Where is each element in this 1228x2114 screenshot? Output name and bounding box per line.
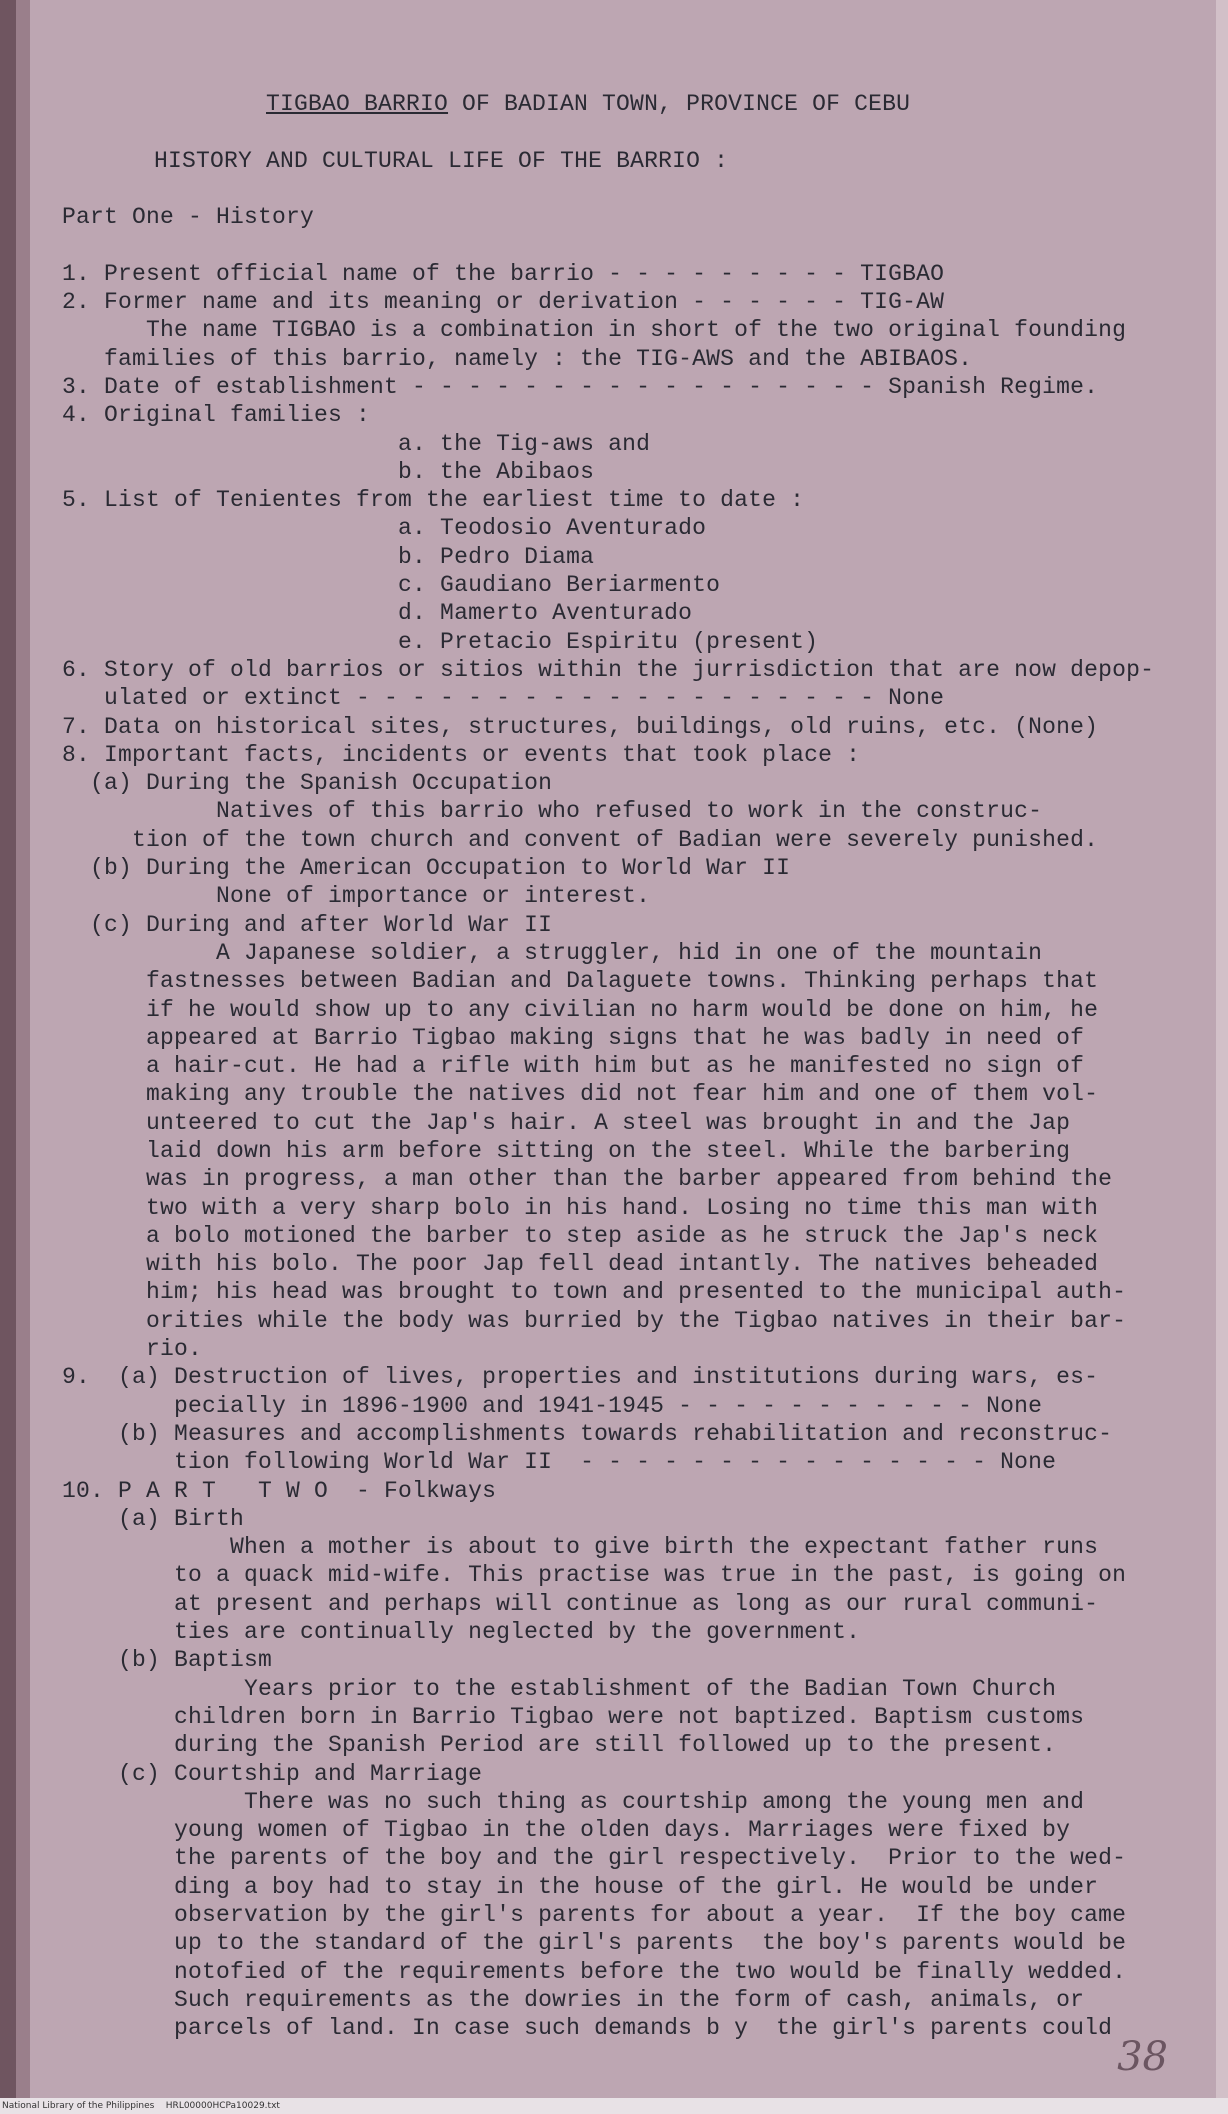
document-line: ding a boy had to stay in the house of the girl. He would be under bbox=[62, 1873, 1099, 1900]
document-title bbox=[266, 90, 1157, 118]
document-line: appeared at Barrio Tigbao making signs that he was badly in need of bbox=[62, 1024, 1085, 1051]
document-line: Natives of this barrio who refused to work in the construc- bbox=[62, 798, 1043, 825]
title-rest: OF BADIAN TOWN, PROVINCE OF CEBU bbox=[448, 91, 911, 117]
document-line: him; his head was brought to town and presented to the municipal auth- bbox=[62, 1279, 1127, 1306]
document-line: unteered to cut the Jap's hair. A steel was brought in and the Jap bbox=[62, 1109, 1071, 1136]
document-line: 8. Important facts, incidents or events that took place : bbox=[62, 741, 861, 768]
document-line: e. Pretacio Espiritu (present) bbox=[62, 628, 819, 655]
document-line: two with a very sharp bolo in his hand. Losing no time this man with bbox=[62, 1194, 1099, 1221]
document-line: When a mother is about to give birth the expectant father runs bbox=[62, 1534, 1099, 1561]
document-line: (c) Courtship and Marriage bbox=[62, 1760, 483, 1787]
document-line: rio. bbox=[62, 1336, 203, 1363]
spacer bbox=[62, 231, 1157, 259]
document-line: notofied of the requirements before the two would be finally wedded. bbox=[62, 1958, 1127, 1985]
document-body bbox=[62, 90, 1157, 2042]
document-line: c. Gaudiano Beriarmento bbox=[62, 572, 721, 599]
handwritten-page-mark: 38 bbox=[1117, 2034, 1168, 2080]
document-line: tion of the town church and convent of Badian were severely punished. bbox=[62, 826, 1099, 853]
document-line: at present and perhaps will continue as long as our rural communi- bbox=[62, 1590, 1099, 1617]
document-line: up to the standard of the girl's parents the boy's parents would be bbox=[62, 1930, 1127, 1957]
document-line: pecially in 1896-1900 and 1941-1945 - - - - - - - - - - - None bbox=[62, 1392, 1043, 1419]
document-line: a. Teodosio Aventurado bbox=[62, 515, 707, 542]
scan-footer bbox=[0, 2098, 1228, 2114]
document-line: 3. Date of establishment - - - - - - - - - - - - - - - - - Spanish Regime. bbox=[62, 373, 1099, 400]
document-line: 5. List of Tenientes from the earliest time to date : bbox=[62, 487, 805, 514]
document-line: during the Spanish Period are still followed up to the present. bbox=[62, 1732, 1057, 1759]
document-line: (c) During and after World War II bbox=[62, 911, 553, 938]
document-line: a bolo motioned the barber to step aside as he struck the Jap's neck bbox=[62, 1222, 1099, 1249]
document-line: with his bolo. The poor Jap fell dead intantly. The natives beheaded bbox=[62, 1251, 1099, 1278]
document-line: (b) Measures and accomplishments towards rehabilitation and reconstruc- bbox=[62, 1420, 1113, 1447]
document-line: a hair-cut. He had a rifle with him but as he manifested no sign of bbox=[62, 1053, 1085, 1080]
document-line: A Japanese soldier, a struggler, hid in one of the mountain bbox=[62, 939, 1043, 966]
document-line: orities while the body was burried by the Tigbao natives in their bar- bbox=[62, 1307, 1127, 1334]
title-barrio-name: TIGBAO BARRIO bbox=[266, 91, 449, 117]
document-line: The name TIGBAO is a combination in short of the two original founding bbox=[62, 317, 1127, 344]
footer-text: National Library of the Philippines HRL00000HCPa10029.txt bbox=[2, 2101, 280, 2111]
document-line: 7. Data on historical sites, structures, buildings, old ruins, etc. (None) bbox=[62, 713, 1099, 740]
document-line: There was no such thing as courtship among the young men and bbox=[62, 1788, 1085, 1815]
document-lines bbox=[62, 260, 1157, 2043]
document-line: tion following World War II - - - - - - - - - - - - - - - None bbox=[62, 1449, 1057, 1476]
document-line: (a) Birth bbox=[62, 1505, 245, 1532]
document-line: 6. Story of old barrios or sitios within the jurrisdiction that are now depop- bbox=[62, 656, 1155, 683]
document-line: if he would show up to any civilian no harm would be done on him, he bbox=[62, 996, 1099, 1023]
document-line: laid down his arm before sitting on the steel. While the barbering bbox=[62, 1137, 1071, 1164]
scan-edge-right bbox=[1216, 0, 1228, 2114]
document-line: young women of Tigbao in the olden days. Marriages were fixed by bbox=[62, 1817, 1071, 1844]
spacer bbox=[62, 175, 1157, 203]
document-line: ulated or extinct - - - - - - - - - - - - - - - - - - - None bbox=[62, 685, 945, 712]
document-line: parcels of land. In case such demands b y the girl's parents could bbox=[62, 2015, 1113, 2042]
document-line: 1. Present official name of the barrio - - - - - - - - - TIGBAO bbox=[62, 260, 945, 287]
document-line: families of this barrio, namely : the TIG-AWS and the ABIBAOS. bbox=[62, 345, 973, 372]
part-one-heading: Part One - History bbox=[62, 204, 315, 231]
document-line: Such requirements as the dowries in the form of cash, animals, or bbox=[62, 1986, 1085, 2013]
document-line: 9. (a) Destruction of lives, properties and institutions during wars, es- bbox=[62, 1364, 1099, 1391]
scan-edge-left-inner bbox=[16, 0, 30, 2114]
document-line: (b) During the American Occupation to World War II bbox=[62, 855, 791, 882]
document-line: observation by the girl's parents for about a year. If the boy came bbox=[62, 1902, 1127, 1928]
document-line: (a) During the Spanish Occupation bbox=[62, 770, 553, 797]
document-line: d. Mamerto Aventurado bbox=[62, 600, 693, 627]
document-line: was in progress, a man other than the barber appeared from behind the bbox=[62, 1166, 1113, 1193]
document-line: b. the Abibaos bbox=[62, 458, 595, 485]
document-line: ties are continually neglected by the government. bbox=[62, 1619, 861, 1646]
document-line: the parents of the boy and the girl respectively. Prior to the wed- bbox=[62, 1845, 1127, 1872]
document-line: fastnesses between Badian and Dalaguete towns. Thinking perhaps that bbox=[62, 968, 1099, 995]
scan-edge-left bbox=[0, 0, 16, 2114]
document-line: 10. P A R T T W O - Folkways bbox=[62, 1477, 497, 1504]
document-line: to a quack mid-wife. This practise was true in the past, is going on bbox=[62, 1562, 1127, 1589]
document-line: making any trouble the natives did not fear him and one of them vol- bbox=[62, 1081, 1099, 1108]
document-line: 4. Original families : bbox=[62, 402, 371, 429]
document-line: b. Pedro Diama bbox=[62, 543, 595, 570]
document-line: children born in Barrio Tigbao were not baptized. Baptism customs bbox=[62, 1703, 1085, 1730]
document-line: None of importance or interest. bbox=[62, 883, 651, 910]
document-subtitle: HISTORY AND CULTURAL LIFE OF THE BARRIO : bbox=[154, 147, 729, 174]
document-line: 2. Former name and its meaning or derivation - - - - - - TIG-AW bbox=[62, 289, 945, 316]
document-line: Years prior to the establishment of the Badian Town Church bbox=[62, 1675, 1057, 1702]
document-line: a. the Tig-aws and bbox=[62, 430, 651, 457]
document-line: (b) Baptism bbox=[62, 1647, 273, 1674]
spacer bbox=[62, 118, 1157, 146]
